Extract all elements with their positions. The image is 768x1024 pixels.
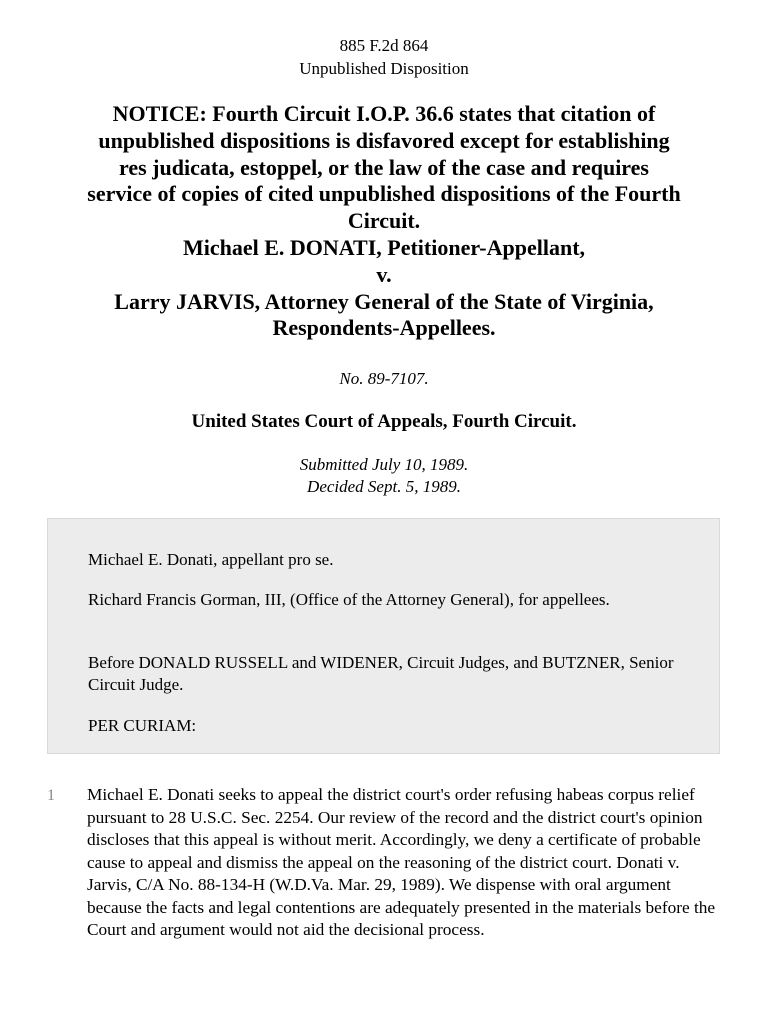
- case-dates: [0, 454, 768, 498]
- notice-line-3: res judicata, estoppel, or the law of the case and requires: [118, 154, 649, 180]
- docket-number: No. 89-7107.: [339, 369, 429, 388]
- versus-label: v.: [376, 261, 392, 287]
- respondent-role: Respondents-Appellees.: [272, 315, 496, 341]
- judges-panel: Before DONALD RUSSELL and WIDENER, Circuit Judges, and BUTZNER, Senior Circuit Judge.: [88, 653, 674, 694]
- appellee-counsel: Richard Francis Gorman, III, (Office of the Attorney General), for appellees.: [88, 590, 610, 609]
- paragraph-number: 1: [47, 787, 55, 804]
- court-name: United States Court of Appeals, Fourth Circuit.: [191, 411, 577, 432]
- per-curiam-label: PER CURIAM:: [88, 716, 197, 735]
- counsel-panel: [47, 518, 720, 754]
- notice-line-5: Circuit.: [347, 208, 421, 234]
- appellant-counsel: Michael E. Donati, appellant pro se.: [88, 550, 334, 569]
- reporter-citation: 885 F.2d 864: [339, 36, 429, 55]
- case-citation-header: [0, 34, 768, 80]
- opinion-paragraph: Michael E. Donati seeks to appeal the district court's order refusing habeas corpus relief pursuant to 28 U.S.C. Sec. 2254. Our review of the record and the district court's opinion discloses that this appeal is without merit. Accordingly, we deny a certificate of probable cause to appeal and dismiss the appeal on the reasoning of the district court. Donati v. Jarvis, C/A No. 88-134-H (W.D.Va. Mar. 29, 1989). We dispense with oral argument because the facts and legal contentions are adequately presented in the materials before the Court and argument would not aid the decisional process.: [87, 785, 716, 939]
- respondent-name: Larry JARVIS, Attorney General of the State of Virginia,: [114, 288, 654, 314]
- decided-date: Decided Sept. 5, 1989.: [307, 477, 461, 496]
- petitioner-name: Michael E. DONATI, Petitioner-Appellant,: [182, 234, 586, 260]
- disposition-type: Unpublished Disposition: [299, 59, 469, 78]
- notice-line-1: NOTICE: Fourth Circuit I.O.P. 36.6 states that citation of: [112, 101, 656, 126]
- notice-line-2: unpublished dispositions is disfavored except for establishing: [98, 127, 670, 153]
- notice-line-4: service of copies of cited unpublished dispositions of the Fourth: [87, 181, 681, 207]
- submitted-date: Submitted July 10, 1989.: [299, 455, 469, 474]
- case-title-block: [30, 101, 738, 342]
